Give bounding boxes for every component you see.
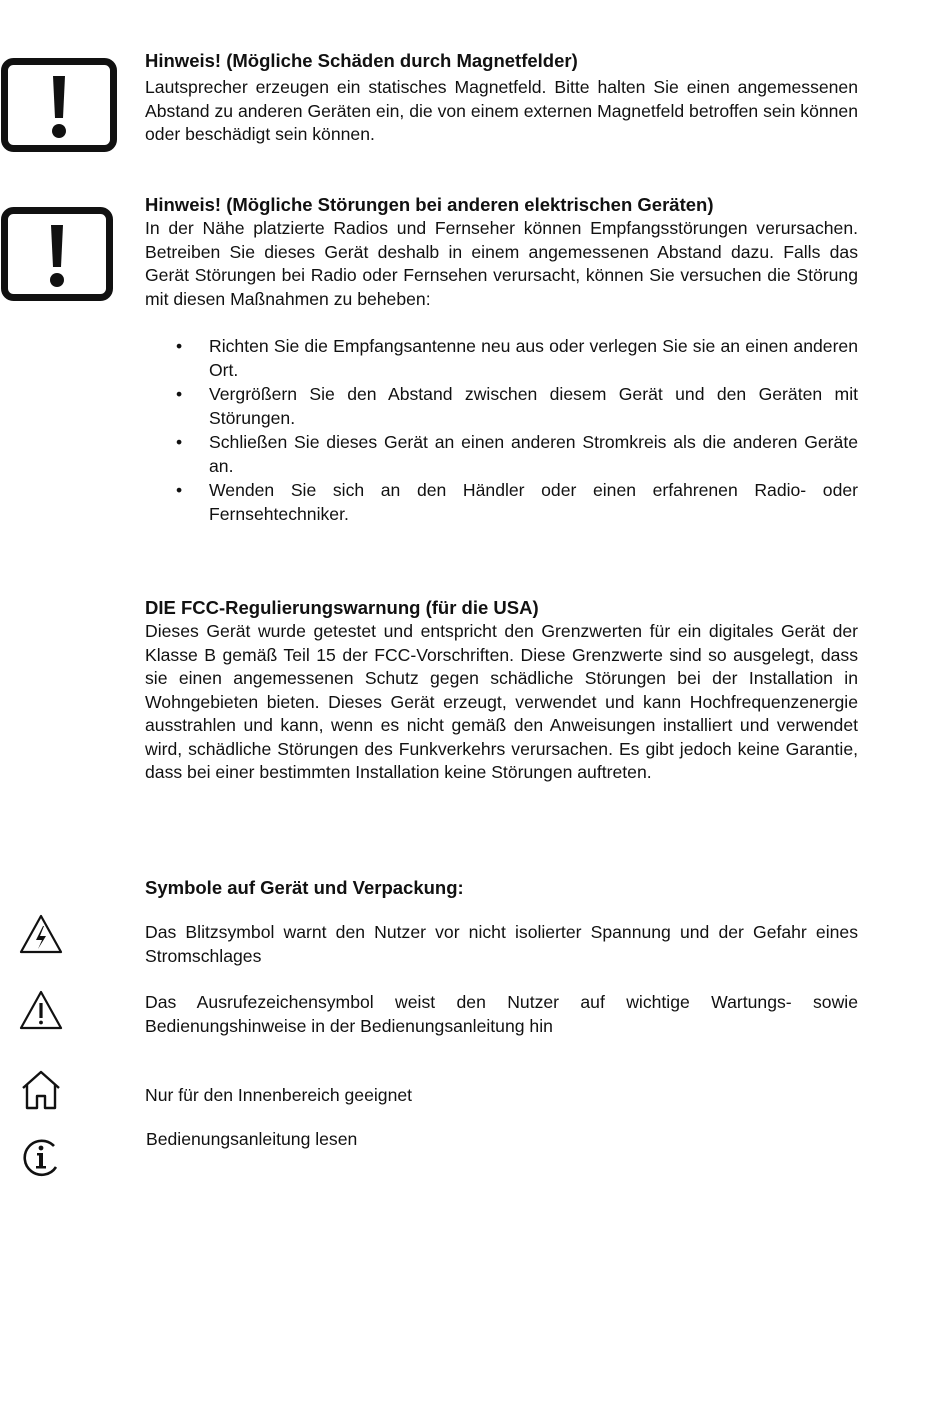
list-item: • Schließen Sie dieses Gerät an einen anderen Stromkreis als die anderen Geräte an.	[176, 432, 858, 476]
interference-measures-list	[145, 335, 858, 527]
bullet-icon: •	[176, 480, 183, 500]
fcc-text: Dieses Gerät wurde getestet und entspricht den Grenzwerten für ein digitales Gerät der Klasse B gemäß Teil 15 der FCC-Vorschriften. Diese Grenzwerte sind so ausgelegt, dass sie einen angemessenen Schutz gegen schädliche Störungen bei der Installation in Wohngebieten bieten. Dieses Gerät erzeugt, verwendet und kann Hochfrequenzenergie ausstrahlen und kann, wenn es nicht gemäß den Anweisungen installiert und verwendet wird, schädliche Störungen des Funkverkehrs verursachen. Es gibt jedoch keine Garantie, dass bei einer bestimmten Installation keine Störungen auftreten.	[145, 621, 858, 782]
notice-magnet-heading: Hinweis! (Mögliche Schäden durch Magnetfelder)	[145, 50, 578, 71]
fcc-heading: DIE FCC-Regulierungswarnung (für die USA)	[145, 597, 539, 618]
exclamation-box-icon	[1, 207, 113, 301]
list-item: • Wenden Sie sich an den Händler oder einen erfahrenen Radio- oder Fernsehtechniker.	[176, 480, 858, 524]
notice-magnet-text: Lautsprecher erzeugen ein statisches Magnetfeld. Bitte halten Sie einen angemessenen Abstand zu anderen Geräten ein, die von einem externen Magnetfeld betroffen sein können oder beschädigt sein können.	[145, 77, 858, 144]
exclamation-box-icon	[1, 58, 117, 152]
notice-magnet	[145, 49, 858, 147]
house-icon	[18, 1067, 64, 1113]
bullet-icon: •	[176, 384, 183, 404]
symbol-text-manual: Bedienungsanleitung lesen	[146, 1129, 358, 1149]
lightning-triangle-icon	[18, 912, 64, 958]
list-item: • Richten Sie die Empfangsantenne neu aus oder verlegen Sie sie an einen anderen Ort.	[176, 336, 858, 380]
symbol-text-lightning: Das Blitzsymbol warnt den Nutzer vor nicht isolierter Spannung und der Gefahr eines Stromschlages	[145, 922, 858, 966]
fcc-section	[145, 596, 858, 785]
bullet-icon: •	[176, 336, 183, 356]
symbols-heading: Symbole auf Gerät und Verpackung:	[145, 877, 464, 898]
exclamation-triangle-icon	[18, 988, 64, 1034]
bullet-icon: •	[176, 432, 183, 452]
notice-interference	[145, 193, 858, 311]
notice-interference-text: In der Nähe platzierte Radios und Fernseher können Empfangsstörungen verursachen. Betreiben Sie dieses Gerät deshalb in einem angemessenen Abstand dazu. Falls das Gerät Störungen bei Radio oder Fernsehen verursacht, können Sie versuchen die Störung mit diesen Maßnahmen zu beheben:	[145, 218, 858, 309]
list-item: • Vergrößern Sie den Abstand zwischen diesem Gerät und den Geräten mit Störungen.	[176, 384, 858, 428]
symbol-text-exclamation: Das Ausrufezeichensymbol weist den Nutzer auf wichtige Wartungs- sowie Bedienungshinweise in der Bedienungsanleitung hin	[145, 992, 858, 1036]
symbol-text-indoor: Nur für den Innenbereich geeignet	[145, 1085, 413, 1105]
info-icon	[18, 1134, 64, 1180]
notice-interference-heading: Hinweis! (Mögliche Störungen bei anderen elektrischen Geräten)	[145, 194, 714, 215]
